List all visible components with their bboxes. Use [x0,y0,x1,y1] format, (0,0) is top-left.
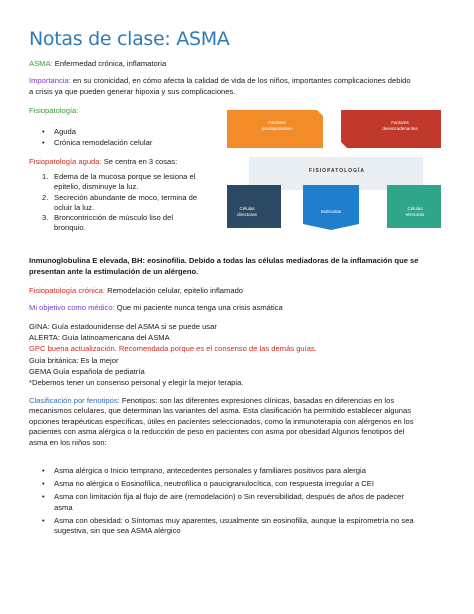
list-item: • Asma con obesidad: o Síntomas muy aparentes, usualmente sin eosinofilia, aunque la espirometría no sea sugestiva, sin que sea ASMA alérgico [42,516,450,536]
diagram-label-bottom-mid: Moléculas [320,209,342,214]
clasificacion-label: Clasificación por fenotipos: [29,396,120,405]
list-item [42,213,214,233]
importancia-line-2: a crisis ya que pueden generar hipoxia y sus complicaciones. [29,87,236,96]
guia-gina: GINA: Guía estadounidense del ASMA si se puede usar [29,322,217,331]
list-item: • Aguda [42,126,152,137]
item-text: bronquio. [54,223,86,233]
objetivo-line [29,303,283,313]
objetivo-label: Mi objetivo como médico: [29,303,115,312]
item-text: Edema de la mucosa porque se lesiona el [54,172,196,181]
item-number: 1. [42,172,49,181]
fisiopatologia-aguda-label: Fisiopatología aguda: [29,157,102,166]
fisiopatologia-label: Fisiopatología: [29,106,79,115]
inmuno-line-1: Inmunoglobulina E elevada, BH: eosinofilia. Debido a todas las células mediadoras de la inflamación que se [29,256,419,265]
cronica-line [29,286,243,296]
list-item [42,172,214,192]
item-text: ocluir la luz. [54,202,95,212]
fisiopatologia-diagram [219,110,449,232]
guia-britanica: Guía británica: Es la mejor [29,356,119,365]
guia-alerta: ALERTA: Guía latinoamericana del ASMA [29,333,170,342]
importancia-label: Importancia: [29,76,71,85]
clasificacion-text: asma en los niños son: [29,437,107,447]
item-text: Secreción abundante de moco, termina de [54,192,198,202]
inmuno-line-2: presentan ante la estimulación de un alérgeno. [29,267,199,276]
fisiopatologia-aguda-list [42,172,214,234]
fisiopatologia-list [42,126,152,148]
list-item: • Asma alérgica o Inicio temprano, antecedentes personales y familiares positivos para alergia [42,466,450,476]
asma-label: ASMA: [29,59,53,68]
diagram-label-bottom-left: Células directoras [237,206,257,217]
item-number: 3. [42,213,49,223]
diagram-box-bottom-mid [303,185,359,230]
item-text: Broncontricción de músculo liso del [54,213,174,223]
fisiopatologia-aguda-line [29,157,177,167]
fisiopatologia-aguda-text: Se centra en 3 cosas: [101,157,178,166]
diagram-center-label: FISIOPATOLOGÍA [309,168,365,174]
clasificacion-paragraph [29,396,447,448]
list-item: • Asma no alérgica o Eosinofílica, neutrofílica o paucigranulocítica, con respuesta irregular a CEI [42,479,450,489]
list-item: • Asma con limitación fija al flujo de aire (remodelación) o Sin reversibilidad, después de años de padecer asma [42,492,450,512]
asma-definition [29,59,166,69]
page-title: Notas de clase: ASMA [29,28,230,50]
asma-text: Enfermedad crónica, inflamatoria [52,59,167,68]
diagram-label-bottom-right: Células efectoras [405,206,425,217]
item-number: 2. [42,192,49,202]
cronica-label: Fisiopatología crónica: [29,286,105,295]
importancia-line-1 [29,76,411,86]
diagram-label-top-left: Factores predisponentes [261,120,293,131]
importancia-text-1: en su cronicidad, en cómo afecta la calidad de vida de los niños, importantes complicaciones debido [70,76,411,85]
consenso-note: *Debemos tener un consenso personal y elegir la mejor terapia. [29,378,244,387]
guia-gema: GEMA Guía española de pediatría [29,367,145,376]
diagram-label-top-right: Factores desencadenantes [382,120,418,131]
objetivo-text: Que mi paciente nunca tenga una crisis asmática [114,303,283,312]
list-item [42,193,214,213]
list-item: • Crónica remodelación celular [42,137,152,148]
clasificacion-text: mecanismos celulares, que determinan las variantes del asma. Esta clasificación ha permitido establecer algunas [29,406,411,416]
item-text: epitelio, disminuye la luz. [54,182,139,191]
fenotipos-list [42,466,450,536]
clasificacion-text: pacientes con asma alérgica o la reducción de peso en pacientes con asma por obesidad Algunos fenotipos del [29,427,405,437]
clasificacion-text: opciones terapéuticas específicas, útiles en pacientes seleccionados, como la inmunoterapia con alérgenos en los [29,416,414,426]
clasificacion-text: Fenotipos: son las diferentes expresiones clínicas, basadas en diferencias en los [119,396,395,405]
guia-gpc: GPC buena actualización. Recomendada porque es el consenso de las demás guías. [29,344,317,353]
cronica-text: Remodelación celular, epitelio inflamado [104,286,244,295]
